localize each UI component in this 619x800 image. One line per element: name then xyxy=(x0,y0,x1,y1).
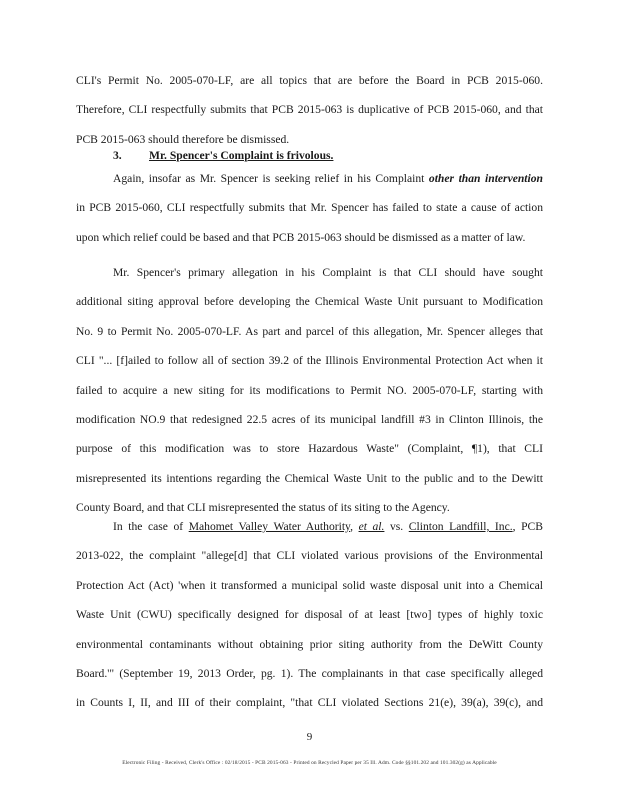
text-line: misrepresented its intentions regarding the Chemical Waste Unit to the public and to the Dewitt xyxy=(76,471,543,485)
emphasis-text: other than intervention xyxy=(428,172,543,185)
section-title: Mr. Spencer's Complaint is frivolous. xyxy=(149,149,334,162)
text-run: , PCB xyxy=(512,520,543,533)
page-number: 9 xyxy=(306,731,313,743)
section-number: 3. xyxy=(113,149,122,162)
case-etal: et al. xyxy=(358,520,385,533)
text-line: in Counts I, II, and III of their complaint, "that CLI violated Sections 21(e), 39(a), 39(c), and xyxy=(76,696,543,710)
paragraph-case-law xyxy=(76,512,543,718)
filing-footer: Electronic Filing - Received, Clerk's Office : 02/18/2015 - PCB 2015-063 - Printed on Recycled Paper per 35 Ill. Adm. Code §§101.202 and 101.302(g) as Applicable xyxy=(122,760,497,766)
text-run: , xyxy=(350,520,359,533)
text-line: No. 9 to Permit No. 2005-070-LF. As part and parcel of this allegation, Mr. Spencer alleges that xyxy=(76,324,543,338)
text-line: failed to acquire a new siting for its modifications to Permit NO. 2005-070-LF, starting with xyxy=(76,383,543,397)
case-name: Clinton Landfill, Inc. xyxy=(408,520,513,533)
text-line: environmental contaminants without obtaining prior siting authority from the DeWitt County xyxy=(76,637,543,651)
text-line: 2013-022, the complaint "allege[d] that CLI violated various provisions of the Environmental xyxy=(76,549,543,563)
text-line: additional siting approval before developing the Chemical Waste Unit pursuant to Modification xyxy=(76,295,543,309)
text-line: modification NO.9 that redesigned 22.5 acres of its municipal landfill #3 in Clinton Illinois, the xyxy=(76,413,543,427)
text-line: Protection Act (Act) 'when it transformed a municipal solid waste disposal unit into a Chemical xyxy=(76,578,543,592)
text-line: CLI's Permit No. 2005-070-LF, are all topics that are before the Board in PCB 2015-060. xyxy=(76,74,543,87)
text-run: Again, insofar as Mr. Spencer is seeking relief in his Complaint xyxy=(113,172,429,185)
text-line: Board.'" (September 19, 2013 Order, pg. 1). The complainants in that case specifically alleged xyxy=(76,667,543,681)
text-line: County Board, and that CLI misrepresented the status of its siting to the Agency. xyxy=(76,501,450,515)
text-line: Therefore, CLI respectfully submits that PCB 2015-063 is duplicative of PCB 2015-060, and that xyxy=(76,103,543,117)
text-run: vs. xyxy=(384,520,409,533)
text-line: in PCB 2015-060, CLI respectfully submits that Mr. Spencer has failed to state a cause of action xyxy=(76,201,543,215)
text-line: Mr. Spencer's primary allegation in his Complaint is that CLI should have sought xyxy=(113,266,543,279)
paragraph-conclusion xyxy=(76,66,543,154)
paragraph-relief xyxy=(76,164,543,252)
text-line: Waste Unit (CWU) specifically designed for disposal of at least [two] types of highly toxic xyxy=(76,608,543,622)
text-line: upon which relief could be based and that PCB 2015-063 should be dismissed as a matter of law. xyxy=(76,230,526,244)
paragraph-allegation xyxy=(76,258,543,523)
case-name: Mahomet Valley Water Authority xyxy=(188,520,351,533)
text-line: PCB 2015-063 should therefore be dismissed. xyxy=(76,132,290,146)
section-heading xyxy=(113,146,333,166)
text-line xyxy=(76,164,543,193)
text-line: purpose of this modification was to store Hazardous Waste" (Complaint, ¶1), that CLI xyxy=(76,442,543,456)
text-line: CLI "... [f]ailed to follow all of section 39.2 of the Illinois Environmental Protection Act when it xyxy=(76,354,543,368)
text-line xyxy=(76,512,543,541)
text-run: In the case of xyxy=(113,520,189,533)
